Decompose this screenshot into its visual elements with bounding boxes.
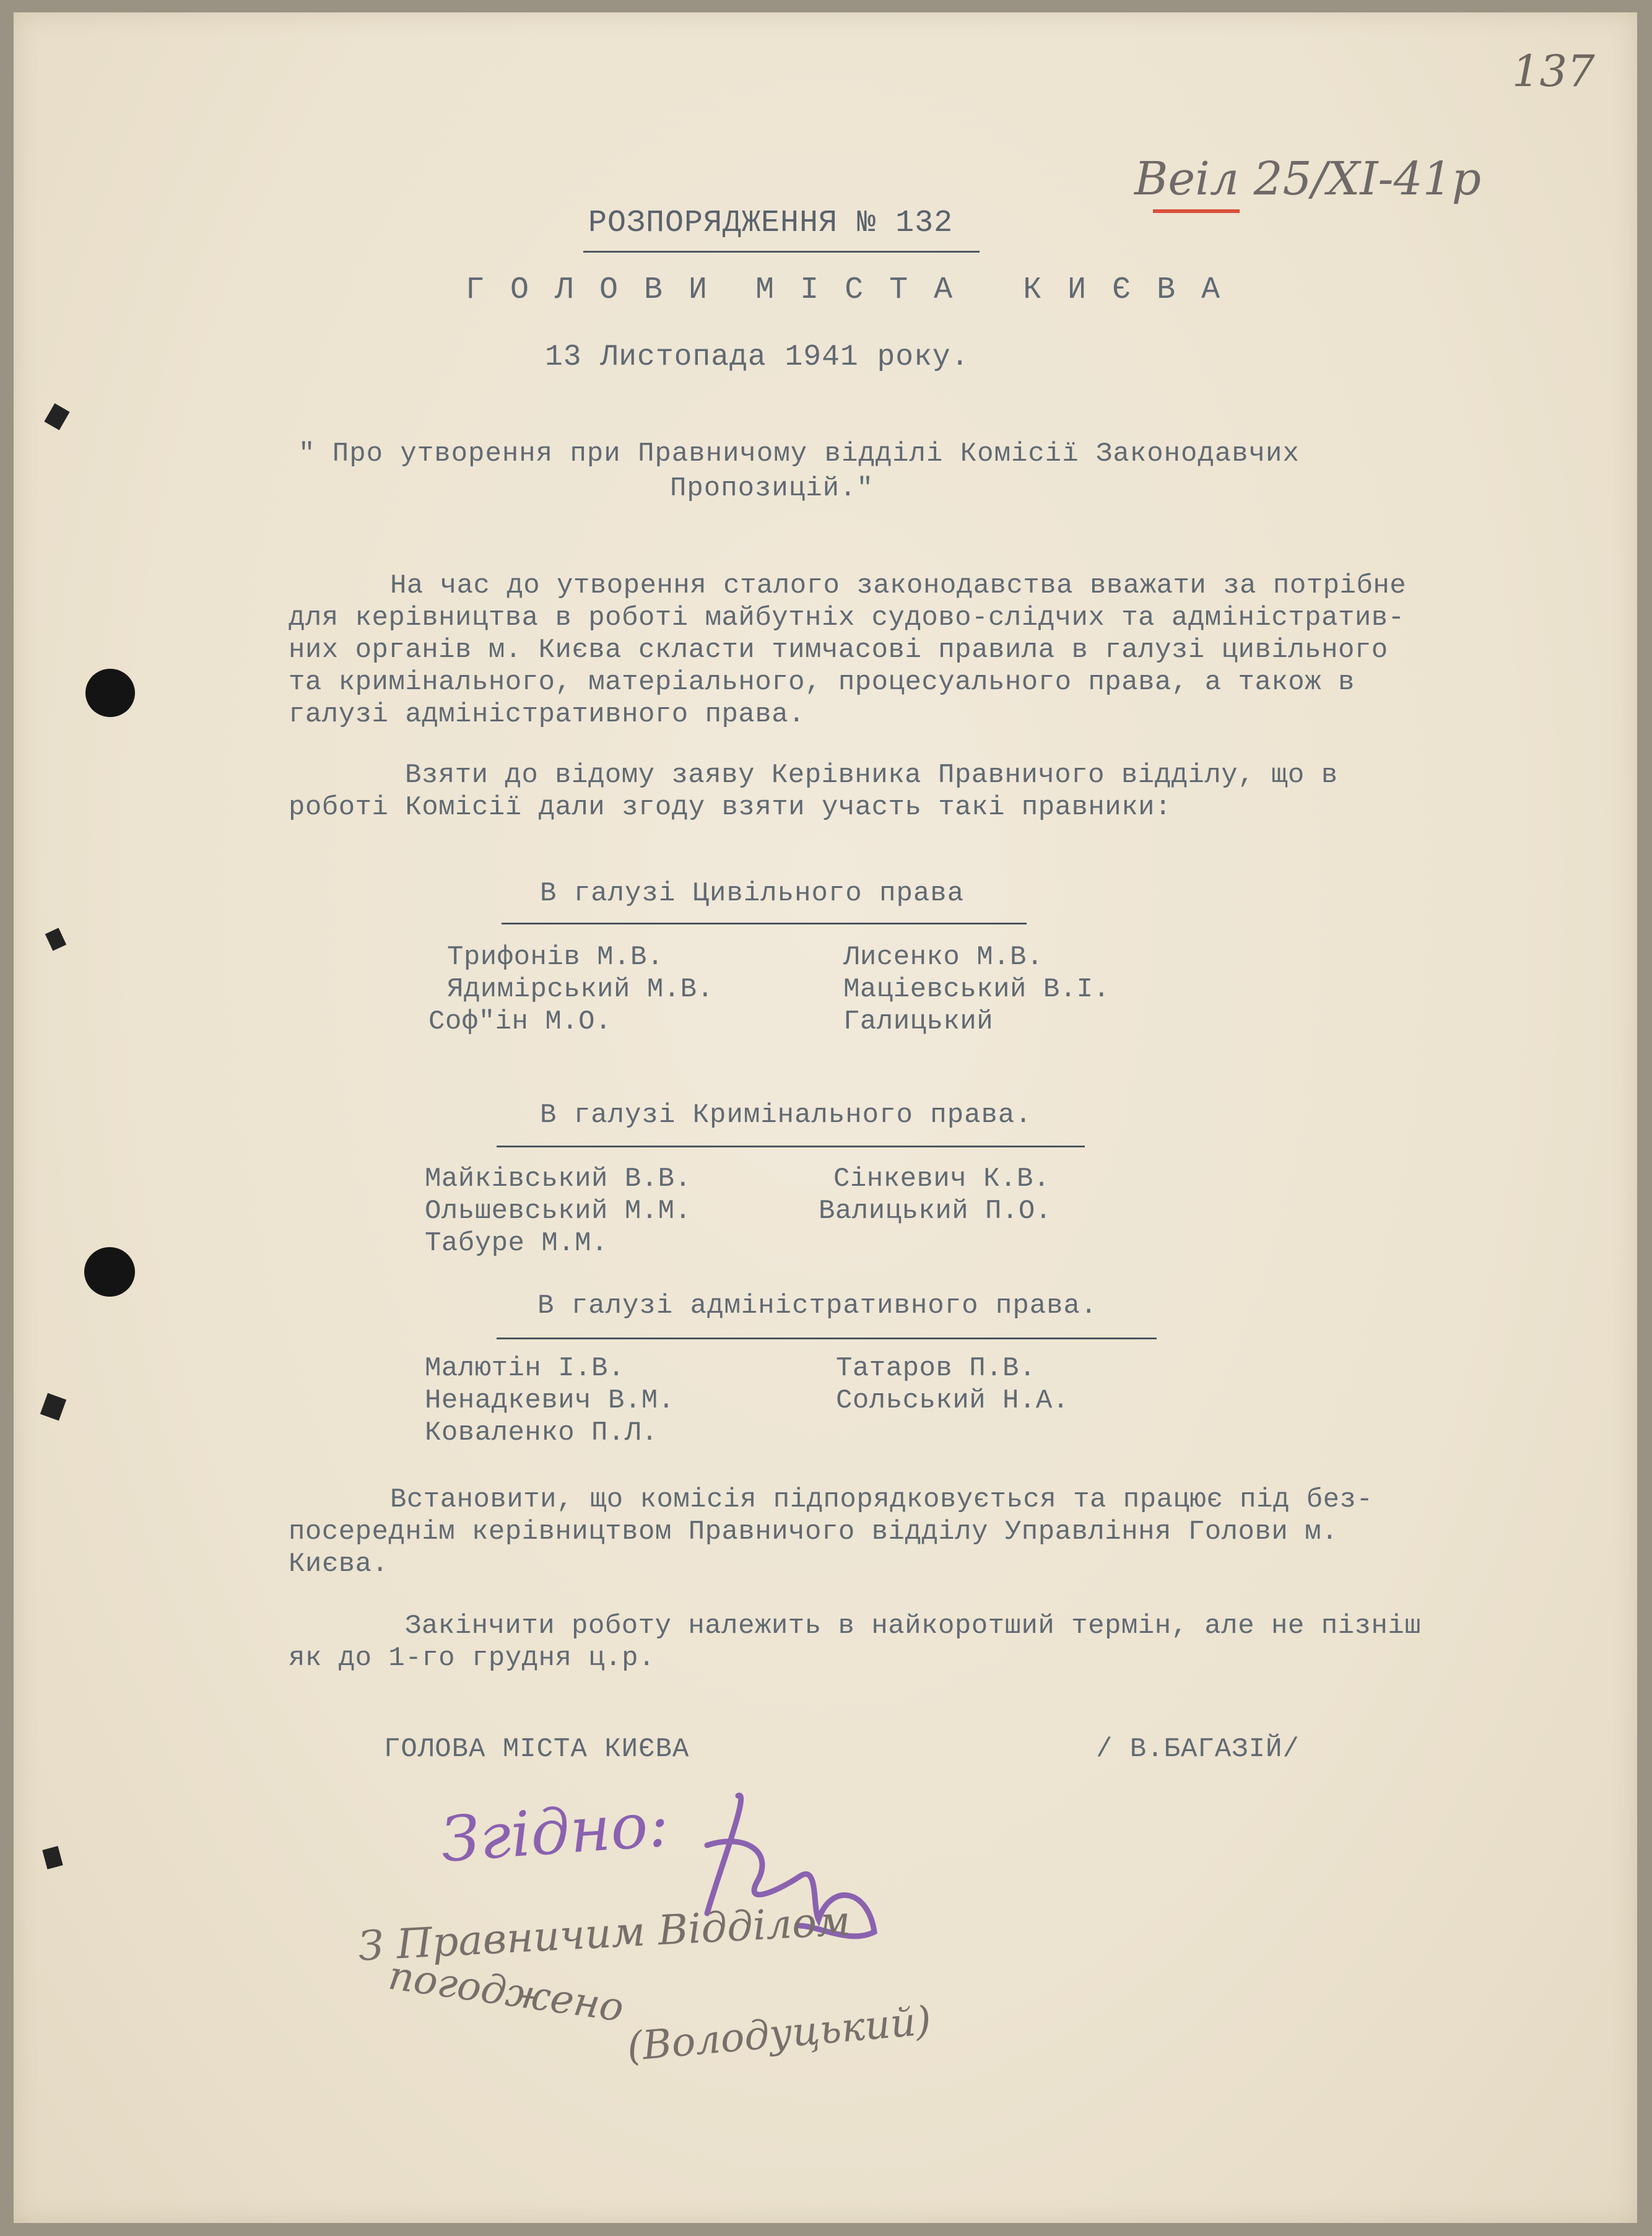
name-entry: Татаров П.В. <box>836 1353 1036 1384</box>
red-underline <box>1153 209 1240 213</box>
text-line: як до 1-го грудня ц.р. <box>289 1643 655 1674</box>
text-line: Києва. <box>289 1549 389 1580</box>
name-entry: Трифонів М.В. <box>447 942 664 973</box>
punch-mark <box>42 1846 63 1869</box>
section-underline <box>497 1338 1157 1339</box>
section-underline <box>502 923 1027 924</box>
name-entry: Лисенко М.В. <box>843 942 1043 973</box>
civil-names-left <box>428 941 714 1038</box>
punch-mark <box>40 1393 66 1421</box>
paragraph-1 <box>289 570 1406 731</box>
administrative-names-left <box>425 1352 675 1449</box>
name-entry: Ольшевський М.М. <box>425 1196 692 1227</box>
pencil-note-line-1: З Правничим Відділом <box>357 1897 852 1970</box>
paragraph-4 <box>289 1610 1421 1674</box>
civil-names-right <box>843 941 1110 1038</box>
name-entry: Сольський Н.А. <box>836 1385 1069 1416</box>
name-entry: Галицький <box>843 1006 994 1037</box>
punch-mark <box>45 928 66 951</box>
punch-mark <box>44 403 69 430</box>
text-line: Взяти до відому заяву Керівника Правничого відділу, що в <box>405 760 1338 791</box>
section-heading-civil: В галузі Цивільного права <box>540 878 965 909</box>
criminal-names-right <box>819 1163 1052 1227</box>
name-entry: Маціевський В.І. <box>843 974 1110 1005</box>
binder-hole-top <box>85 669 135 717</box>
name-entry: Майківський В.В. <box>425 1164 692 1194</box>
binder-hole-bottom <box>84 1247 135 1297</box>
signature-name: / В.БАГАЗІЙ/ <box>1096 1734 1300 1765</box>
text-line: та кримінального, матеріального, процесуального права, а також в <box>289 667 1355 698</box>
name-entry: Ненадкевич В.М. <box>425 1385 675 1416</box>
administrative-names-right <box>836 1352 1069 1417</box>
approval-note: Згідно: <box>438 1788 671 1876</box>
name-entry: Ядимірський М.В. <box>447 974 714 1005</box>
subject-line-1: " Про утворення при Правничому відділі Комісії Законодавчих <box>298 438 1300 469</box>
paragraph-3 <box>289 1484 1373 1580</box>
criminal-names-left <box>425 1163 691 1259</box>
name-entry: Сінкевич К.В. <box>833 1164 1050 1194</box>
sheet-number: 137 <box>1512 46 1595 97</box>
doc-type-underline <box>583 251 980 253</box>
name-entry: Малютін І.В. <box>425 1353 625 1384</box>
pencil-note-line-2: погоджено <box>385 1952 627 2032</box>
paragraph-2 <box>289 759 1338 824</box>
subject-line-2: Пропозицій." <box>670 473 874 504</box>
name-entry: Коваленко П.Л. <box>425 1417 658 1448</box>
document-page <box>14 12 1637 2223</box>
name-entry: Соф"ін М.О. <box>428 1006 612 1037</box>
name-entry: Валицький П.О. <box>819 1196 1052 1227</box>
section-underline <box>497 1146 1085 1147</box>
text-line: них органів м. Києва скласти тимчасові правила в галузі цивільного <box>289 635 1388 666</box>
text-line: роботі Комісії дали згоду взяти участь такі правники: <box>289 792 1172 823</box>
text-line: Закінчити роботу належить в найкоротший термін, але не пізніш <box>405 1611 1422 1642</box>
document-date: 13 Листопада 1941 року. <box>545 341 970 374</box>
registration-note: Веіл 25/XI-41р <box>1134 152 1482 206</box>
pencil-note-line-3: (Володуцький) <box>625 1998 933 2071</box>
name-entry: Табуре М.М. <box>425 1228 608 1259</box>
section-heading-criminal: В галузі Кримінального права. <box>540 1100 1032 1131</box>
text-line: Встановити, що комісія підпорядковується та працює під без- <box>390 1484 1373 1515</box>
text-line: галузі адміністративного права. <box>289 699 806 730</box>
text-line: На час до утворення сталого законодавства вважати за потрібне <box>390 570 1407 601</box>
text-line: для керівництва в роботі майбутніх судово-слідчих та адміністратив- <box>289 603 1405 633</box>
signature-title: ГОЛОВА МІСТА КИЄВА <box>384 1734 690 1765</box>
document-type: РОЗПОРЯДЖЕННЯ № 132 <box>588 206 954 241</box>
section-heading-administrative: В галузі адміністративного права. <box>537 1290 1098 1321</box>
issuer-heading: Г О Л О В И М І С Т А К И Є В А <box>466 272 1224 308</box>
text-line: посереднім керівництвом Правничого відділу Управління Голови м. <box>289 1516 1338 1547</box>
